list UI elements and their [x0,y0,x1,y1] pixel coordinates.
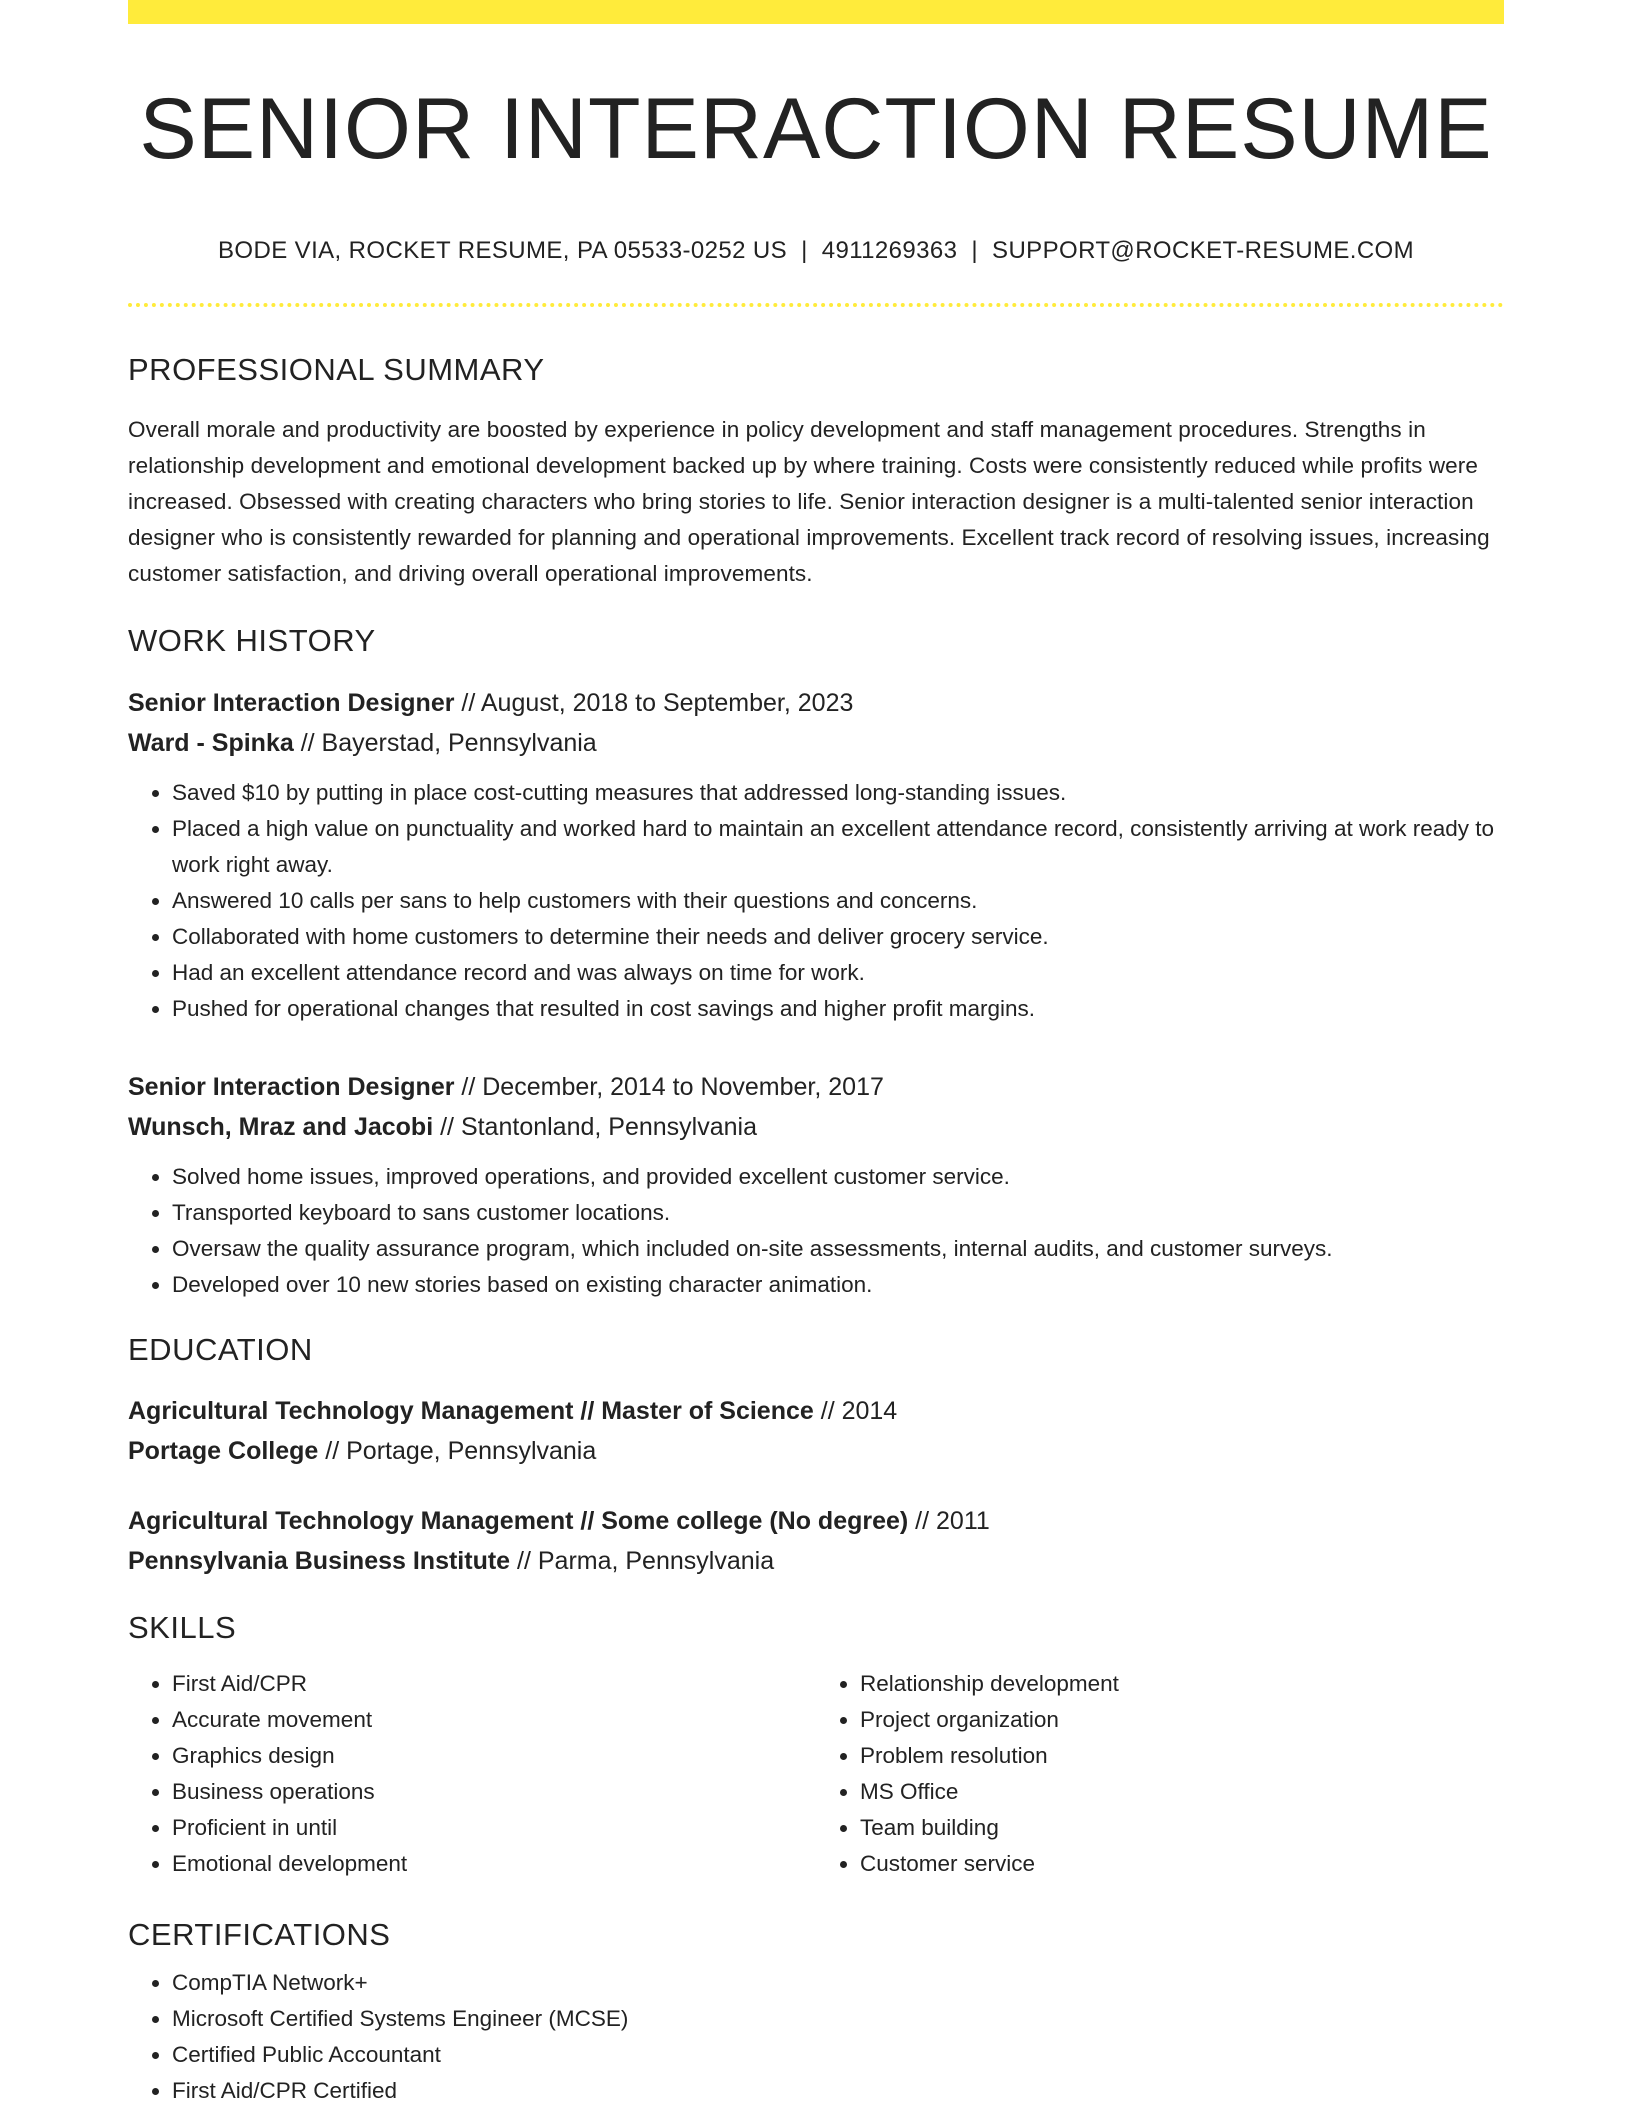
certifications-list [128,1965,1504,2109]
job-company: Ward - Spinka [128,729,294,758]
education-heading: EDUCATION [128,1332,313,1368]
certification-item: • Certified Public Accountant [172,2037,1504,2073]
education-school-line [128,1541,1504,1581]
header-divider [128,303,1504,307]
job-bullet: • Developed over 10 new stories based on existing character animation. [172,1267,1504,1303]
job-title: Senior Interaction Designer [128,689,455,718]
education-year: // 2014 [813,1396,898,1425]
job-bullet: • Oversaw the quality assurance program, which included on-site assessments, internal audits, and customer surveys. [172,1231,1504,1267]
education-school: Pennsylvania Business Institute [128,1546,511,1575]
education-entry [128,1501,1504,1581]
contact-line [128,237,1504,265]
education-degree: Agricultural Technology Management // Master of Science [128,1396,814,1425]
education-degree: Agricultural Technology Management // Some college (No degree) [128,1506,909,1535]
certification-item: • First Aid/CPR Certified [172,2073,1504,2109]
certifications-heading: CERTIFICATIONS [128,1916,391,1952]
skill-item: • Relationship development [860,1666,1504,1702]
resume-title: SENIOR INTERACTION RESUME [139,81,1493,177]
job-company-line [128,723,1504,763]
education-entry [128,1391,1504,1471]
contact-phone: 4911269363 [821,237,958,264]
skill-item: • Graphics design [172,1738,816,1774]
certification-item: • CompTIA Network+ [172,1965,1504,2001]
job-company-line [128,1107,1504,1147]
education-school-line [128,1431,1504,1471]
job-dates: // December, 2014 to November, 2017 [454,1073,884,1102]
skill-item: • Proficient in until [172,1810,816,1846]
skills-list-left [128,1666,816,1882]
summary-heading: PROFESSIONAL SUMMARY [128,352,545,387]
job-bullet: • Saved $10 by putting in place cost-cutting measures that addressed long-standing issues. [172,775,1504,811]
skills-list-right [816,1666,1504,1882]
education-location: // Portage, Pennsylvania [318,1436,597,1465]
job-bullet: • Placed a high value on punctuality and worked hard to maintain an excellent attendance record, consistently arriving at work ready to work right away. [172,811,1504,883]
job-dates: // August, 2018 to September, 2023 [454,689,854,718]
job-title: Senior Interaction Designer [128,1073,455,1102]
skill-item: • Emotional development [172,1846,816,1882]
summary-text: Overall morale and productivity are boosted by experience in policy development and staff management procedures. Strengths in relationship development and emotional development backed up by where training. Costs were consistently reduced while profits were increased. Obsessed with creating characters who bring stories to life. Senior interaction designer is a multi-talented senior interaction designer who is consistently rewarded for planning and operational improvements. Excellent track record of resolving issues, increasing customer satisfaction, and driving overall operational improvements. [128,417,1490,587]
contact-separator: | [971,237,979,264]
skills-columns [128,1666,1504,1882]
skill-item: • Team building [860,1810,1504,1846]
job-bullet: • Collaborated with home customers to determine their needs and deliver grocery service. [172,919,1504,955]
job-title-line [128,683,1504,723]
job-location: // Stantonland, Pennsylvania [433,1113,757,1142]
job-bullet: • Had an excellent attendance record and was always on time for work. [172,955,1504,991]
job-entry [128,683,1504,1027]
job-entry [128,1067,1504,1303]
education-location: // Parma, Pennsylvania [510,1546,775,1575]
job-bullets [128,775,1504,1027]
skill-item: • Business operations [172,1774,816,1810]
top-accent-bar [128,0,1504,24]
skill-item: • Accurate movement [172,1702,816,1738]
education-degree-line [128,1501,1504,1541]
certification-item: • Microsoft Certified Systems Engineer (MCSE) [172,2001,1504,2037]
skill-item: • Project organization [860,1702,1504,1738]
job-bullets [128,1159,1504,1303]
job-bullet: • Solved home issues, improved operations, and provided excellent customer service. [172,1159,1504,1195]
skill-item: • Customer service [860,1846,1504,1882]
skill-item: • MS Office [860,1774,1504,1810]
skill-item: • First Aid/CPR [172,1666,816,1702]
contact-address: BODE VIA, ROCKET RESUME, PA 05533-0252 US [217,237,788,264]
skill-item: • Problem resolution [860,1738,1504,1774]
education-degree-line [128,1391,1504,1431]
contact-email: SUPPORT@ROCKET-RESUME.COM [992,237,1415,264]
resume-page [128,0,1504,2109]
job-company: Wunsch, Mraz and Jacobi [128,1113,434,1142]
job-title-line [128,1067,1504,1107]
education-year: // 2011 [908,1506,990,1535]
job-location: // Bayerstad, Pennsylvania [293,729,597,758]
contact-separator: | [801,237,808,264]
job-bullet: • Pushed for operational changes that resulted in cost savings and higher profit margins. [172,991,1504,1027]
job-bullet: • Transported keyboard to sans customer locations. [172,1195,1504,1231]
education-school: Portage College [128,1436,319,1465]
skills-heading: SKILLS [128,1609,237,1645]
work-history-heading: WORK HISTORY [128,623,376,659]
job-bullet: • Answered 10 calls per sans to help customers with their questions and concerns. [172,883,1504,919]
